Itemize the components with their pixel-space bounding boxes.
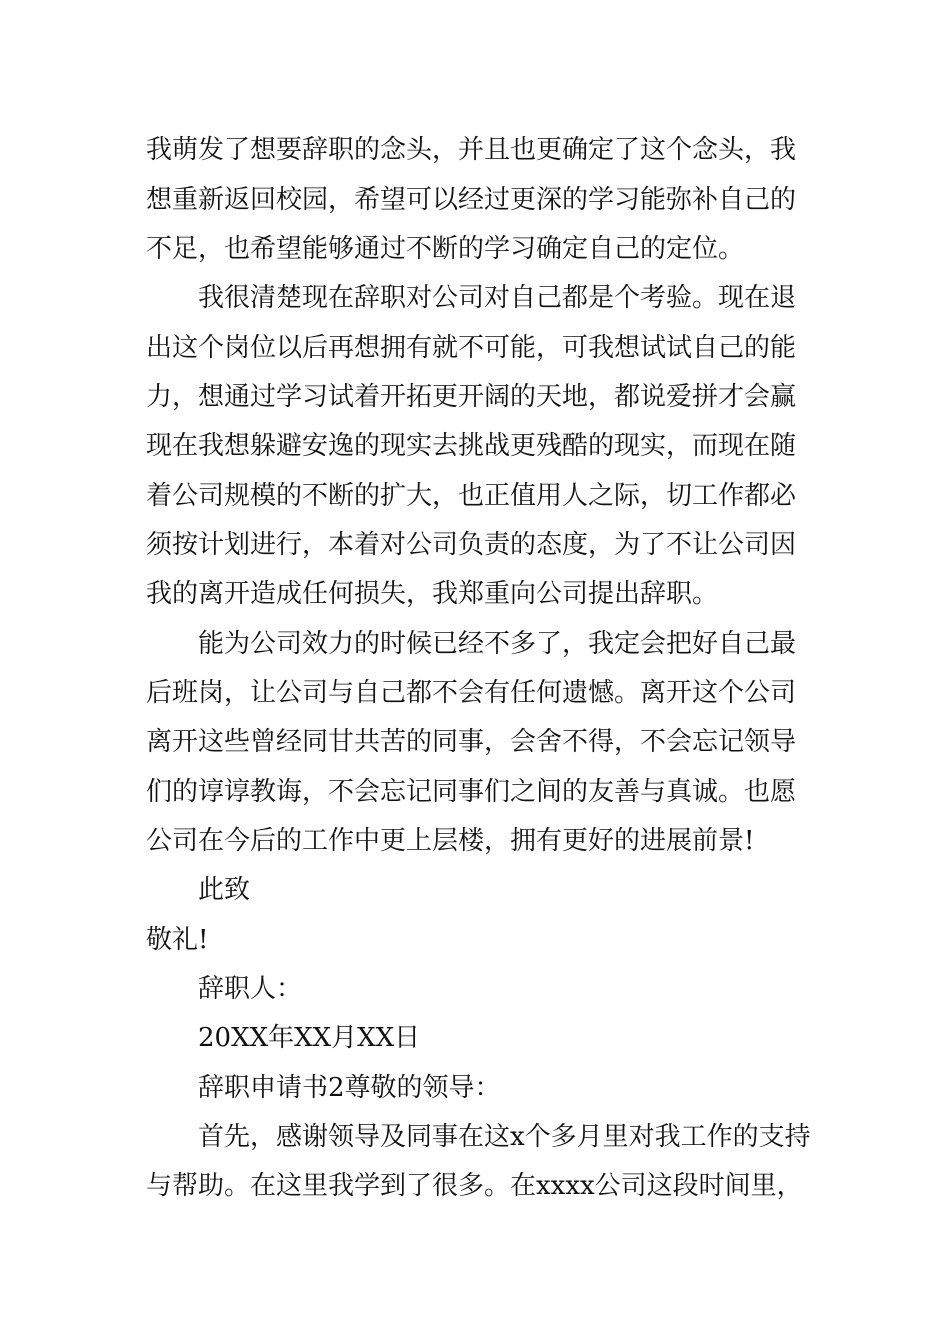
body-text-line: 我萌发了想要辞职的念头，并且也更确定了这个念头，我: [146, 135, 797, 165]
section-heading: 辞职申请书2尊敬的领导：: [198, 1073, 501, 1103]
body-text-line: 想重新返回校园，希望可以经过更深的学习能弥补自己的: [146, 185, 797, 215]
closing-regards: 敬礼!: [146, 925, 209, 955]
body-text-line: 出这个岗位以后再想拥有就不可能，可我想试试自己的能: [146, 333, 797, 363]
body-text-line: 们的谆谆教诲，不会忘记同事们之间的友善与真诚。也愿: [146, 777, 797, 807]
body-text-line: 后班岗，让公司与自己都不会有任何遗憾。离开这个公司: [146, 678, 797, 708]
body-text-line: 不足，也希望能够通过不断的学习确定自己的定位。: [146, 234, 745, 264]
body-text-line: 现在我想躲避安逸的现实去挑战更残酷的现实，而现在随: [146, 431, 797, 461]
body-text-line: 着公司规模的不断的扩大，也正值用人之际，切工作都必: [146, 481, 797, 511]
paragraph-first-line: 能为公司效力的时候已经不多了，我定会把好自己最: [198, 629, 797, 659]
paragraph-first-line: 我很清楚现在辞职对公司对自己都是个考验。现在退: [198, 283, 797, 313]
body-text-line: 力，想通过学习试着开拓更开阔的天地，都说爱拼才会赢: [146, 382, 797, 412]
body-text-line: 公司在今后的工作中更上层楼，拥有更好的进展前景!: [146, 826, 755, 856]
date-line: 20XX年XX月XX日: [198, 1023, 421, 1053]
body-text-line: 我的离开造成任何损失，我郑重向公司提出辞职。: [146, 579, 719, 609]
closing-salutation: 此致: [198, 875, 251, 905]
paragraph-first-line: 首先，感谢领导及同事在这x个多月里对我工作的支持: [198, 1122, 811, 1152]
body-text-line: 与帮助。在这里我学到了很多。在xxxx公司这段时间里，: [146, 1171, 803, 1201]
signature-label: 辞职人：: [198, 974, 303, 1004]
body-text-line: 离开这些曾经同甘共苦的同事，会舍不得，不会忘记领导: [146, 727, 797, 757]
body-text-line: 须按计划进行，本着对公司负责的态度，为了不让公司因: [146, 530, 797, 560]
